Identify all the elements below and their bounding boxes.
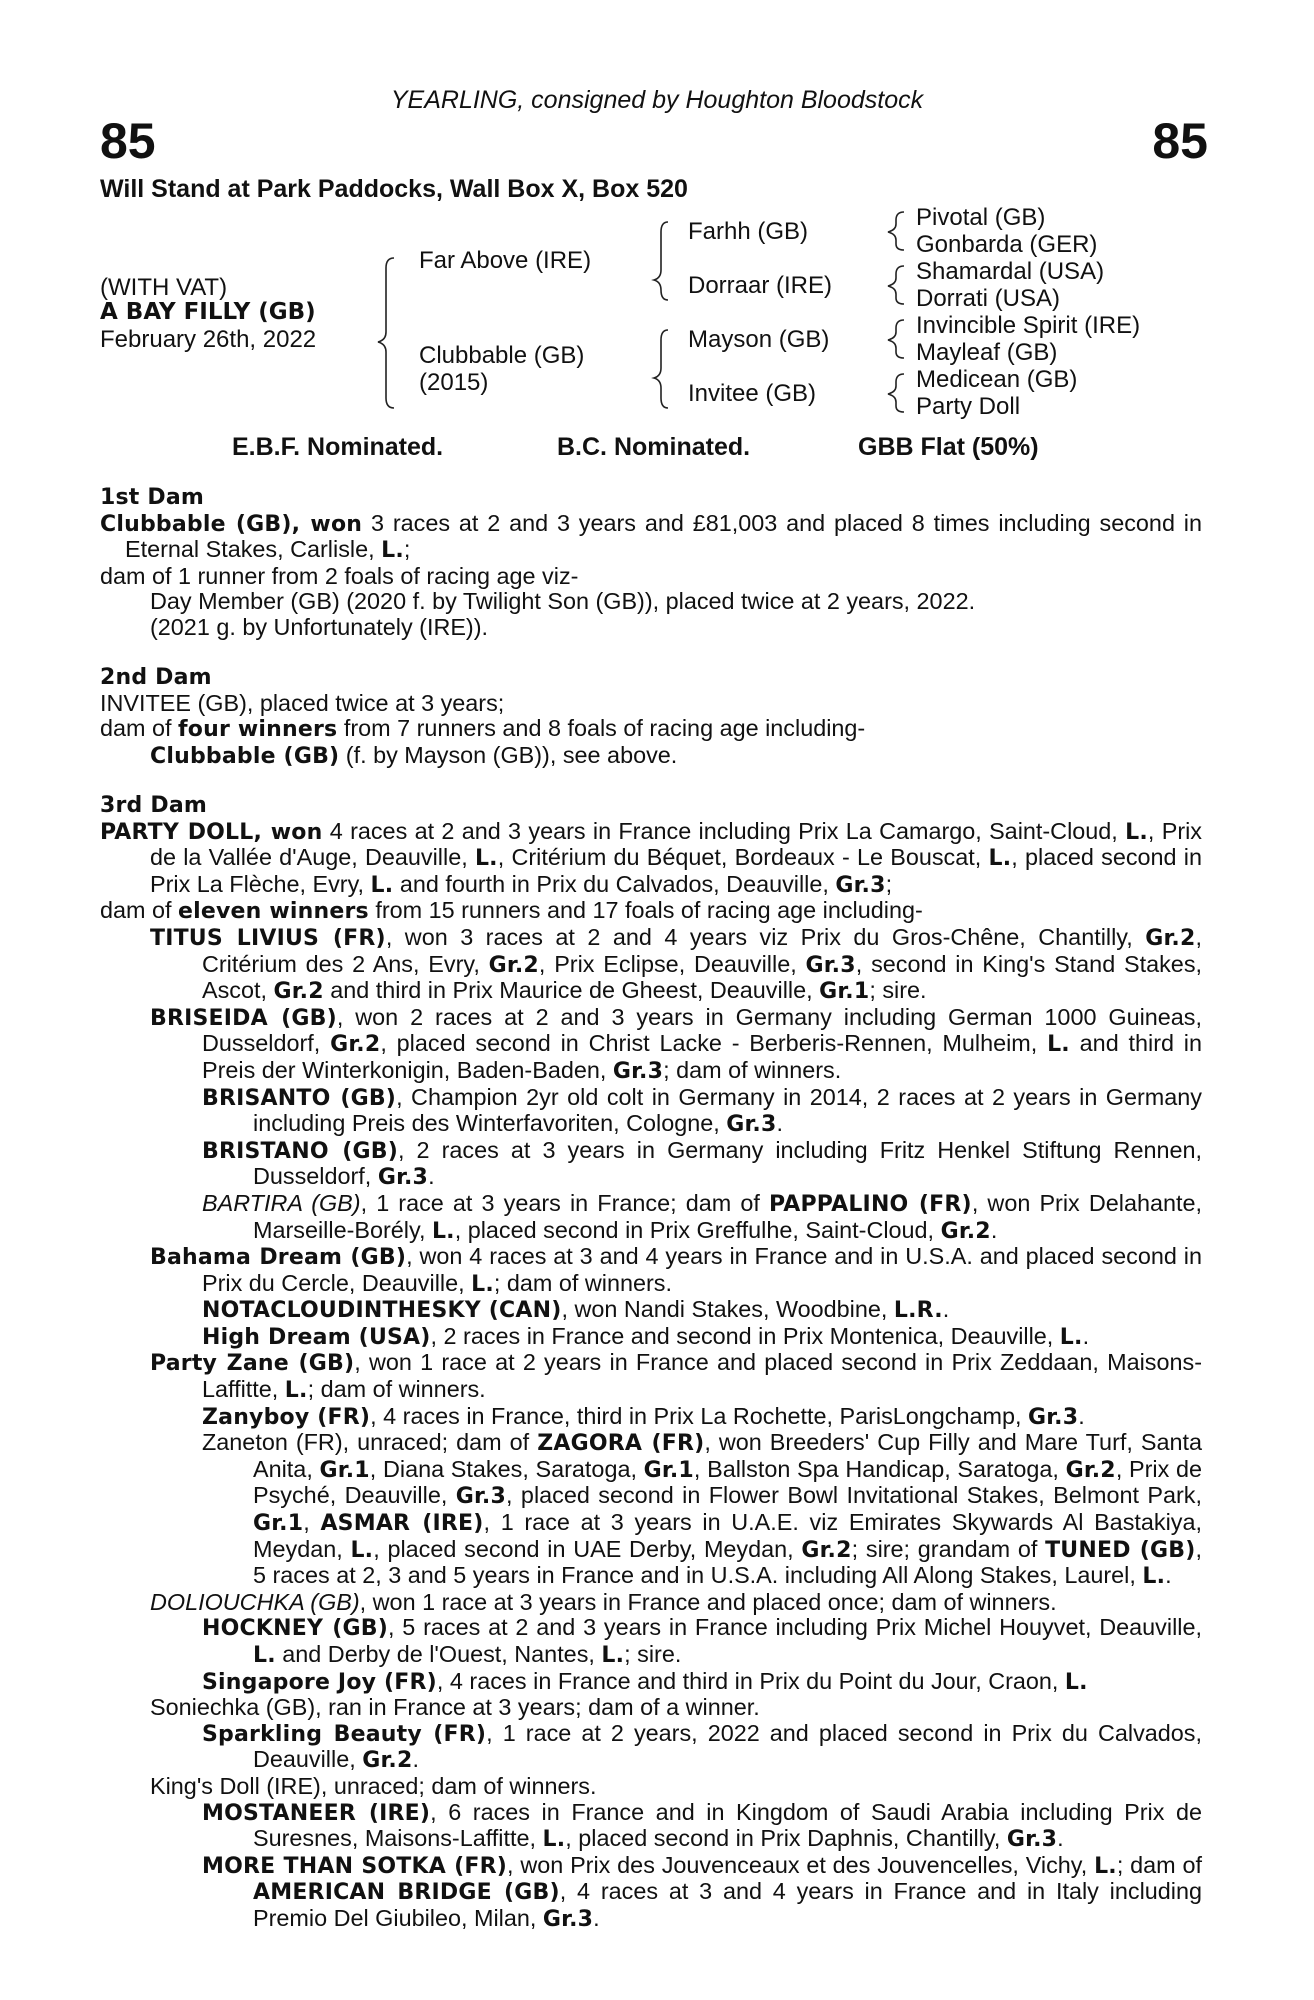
vat-note: (WITH VAT) [100, 274, 228, 301]
party-doll-record: PARTY DOLL, won 4 races at 2 and 3 years in France including Prix La Camargo, Saint-Cloud, L., Prix de la Vallée d'Auge, Deauville, L., Critérium du Béquet, Bordeaux - Le Bouscat, L., placed second in Prix La Flèche, Evry, L. and fourth in Prix du Calvados, Deauville, Gr.3; [100, 817, 1202, 898]
singapore-joy-entry: Singapore Joy (FR), 4 races in France and third in Prix du Point du Jour, Craon, L. [202, 1667, 1088, 1695]
second-dam-heading: 2nd Dam [100, 665, 212, 690]
ebf-nomination: E.B.F. Nominated. [232, 433, 444, 461]
party-zane-entry: Party Zane (GB), won 1 race at 2 years in France and placed second in Prix Zeddaan, Maisons-Laffitte, L.; dam of winners. [150, 1349, 1202, 1404]
consignment-line: YEARLING, consigned by Houghton Bloodstock [390, 86, 924, 114]
first-dam-produce-1: Day Member (GB) (2020 f. by Twilight Son (GB)), placed twice at 2 years, 2022. [150, 588, 976, 615]
bc-nomination: B.C. Nominated. [557, 433, 751, 461]
second-dam-produce-summary: dam of four winners from 7 runners and 8 foals of racing age including- [100, 715, 866, 743]
bartira-entry: BARTIRA (GB), 1 race at 3 years in France; dam of PAPPALINO (FR), won Prix Delahante, Marseille-Borély, L., placed second in Prix Greffulhe, Saint-Cloud, Gr.2. [202, 1189, 1202, 1244]
ancestor-2: Gonbarda (GER) [916, 231, 1098, 258]
hockney-entry: HOCKNEY (GB), 5 races at 2 and 3 years in France including Prix Michel Houyvet, Deauville, L. and Derby de l'Ouest, Nantes, L.; sire. [202, 1614, 1202, 1668]
sparkling-beauty-entry: Sparkling Beauty (FR), 1 race at 2 years, 2022 and placed second in Prix du Calvados, Deauville, Gr.2. [202, 1719, 1202, 1774]
notacloudinthesky-entry: NOTACLOUDINTHESKY (CAN), won Nandi Stakes, Woodbine, L.R.. [202, 1296, 950, 1324]
bahama-dream-entry: Bahama Dream (GB), won 4 races at 3 and 4 years in France and in U.S.A. and placed second in Prix du Cercle, Deauville, L.; dam of winners. [150, 1243, 1202, 1297]
briseida-entry: BRISEIDA (GB), won 2 races at 2 and 3 years in Germany including German 1000 Guineas, Dusseldorf, Gr.2, placed second in Christ Lacke - Berberis-Rennen, Mulheim, L. and third in Preis der Winterkonigin, Baden-Baden, Gr.3; dam of winners. [150, 1003, 1202, 1084]
foaling-date: February 26th, 2022 [100, 326, 317, 353]
sire-dam: Dorraar (IRE) [688, 272, 833, 299]
dam-sire: Mayson (GB) [688, 326, 830, 353]
mostaneer-entry: MOSTANEER (IRE), 6 races in France and in Kingdom of Saudi Arabia including Prix de Suresnes, Maisons-Laffitte, L., placed second in Prix Daphnis, Chantilly, Gr.3. [202, 1798, 1202, 1853]
bristano-entry: BRISTANO (GB), 2 races at 3 years in Germany including Fritz Henkel Stiftung Rennen, Dusseldorf, Gr.3. [202, 1136, 1202, 1191]
brisanto-entry: BRISANTO (GB), Champion 2yr old colt in Germany in 2014, 2 races at 2 years in Germany including Preis des Winterfavoriten, Cologne, Gr.3. [202, 1083, 1202, 1138]
party-doll-produce-summary: dam of eleven winners from 15 runners and 17 foals of racing age including- [100, 897, 923, 925]
doliouchka-entry: DOLIOUCHKA (GB), won 1 race at 3 years in France and placed once; dam of winners. [150, 1588, 1057, 1615]
ancestor-1: Pivotal (GB) [916, 204, 1046, 231]
dam-foaling-year: (2015) [419, 369, 489, 396]
soniechka-entry: Soniechka (GB), ran in France at 3 years; dam of a winner. [150, 1694, 760, 1721]
high-dream-entry: High Dream (USA), 2 races in France and second in Prix Montenica, Deauville, L.. [202, 1322, 1090, 1350]
first-dam-record: Clubbable (GB), won 3 races at 2 and 3 years and £81,003 and placed 8 times including second in Eternal Stakes, Carlisle, L.; [100, 509, 1202, 564]
sire-sire: Farhh (GB) [688, 218, 809, 245]
first-dam-produce-summary: dam of 1 runner from 2 foals of racing age viz- [100, 562, 579, 589]
dam-dam: Invitee (GB) [688, 380, 817, 407]
second-dam-record: INVITEE (GB), placed twice at 3 years; [100, 689, 505, 716]
ancestor-5: Invincible Spirit (IRE) [916, 312, 1141, 339]
lot-number-right: 85 [1152, 113, 1208, 169]
second-dam-produce-1: Clubbable (GB) (f. by Mayson (GB)), see above. [150, 741, 678, 769]
titus-livius-entry: TITUS LIVIUS (FR), won 3 races at 2 and 4 years viz Prix du Gros-Chêne, Chantilly, Gr.2, Critérium des 2 Ans, Evry, Gr.2, Prix Eclipse, Deauville, Gr.3, second in King's Stand Stakes, Ascot, Gr.2 and third in Prix Maurice de Gheest, Deauville, Gr.1; sire. [150, 923, 1203, 1005]
third-dam-heading: 3rd Dam [100, 793, 207, 818]
first-dam-heading: 1st Dam [100, 485, 205, 510]
ancestor-4: Dorrati (USA) [916, 285, 1061, 312]
gbb-flat: GBB Flat (50%) [858, 433, 1039, 461]
dam: Clubbable (GB) [419, 342, 585, 369]
lot-number-left: 85 [100, 113, 156, 169]
second-dam-section [100, 664, 1202, 769]
stand-location: Will Stand at Park Paddocks, Wall Box X, Box 520 [100, 175, 688, 203]
more-than-sotka-entry: MORE THAN SOTKA (FR), won Prix des Jouvenceaux et des Jouvencelles, Vichy, L.; dam of AMERICAN BRIDGE (GB), 4 races at 3 and 4 years in France and in Italy including Premio Del Giubileo, Milan, Gr.3. [202, 1851, 1202, 1932]
third-dam-section [100, 792, 1202, 1933]
first-dam-produce-2: (2021 g. by Unfortunately (IRE)). [150, 613, 489, 640]
pedigree-brackets [0, 0, 1314, 440]
zanyboy-entry: Zanyboy (FR), 4 races in France, third in Prix La Rochette, ParisLongchamp, Gr.3. [202, 1402, 1085, 1430]
sire: Far Above (IRE) [419, 247, 592, 274]
ancestor-7: Medicean (GB) [916, 366, 1078, 393]
zaneton-entry: Zaneton (FR), unraced; dam of ZAGORA (FR), won Breeders' Cup Filly and Mare Turf, Santa Anita, Gr.1, Diana Stakes, Saratoga, Gr.1, Ballston Spa Handicap, Saratoga, Gr.2, Prix de Psyché, Deauville, Gr.3, placed second in Flower Bowl Invitational Stakes, Belmont Park, Gr.1, ASMAR (IRE), 1 race at 3 years in U.A.E. viz Emirates Skywards Al Bastakiya, Meydan, L., placed second in UAE Derby, Meydan, Gr.2; sire; grandam of TUNED (GB), 5 races at 2, 3 and 5 years in France and in U.S.A. including All Along Stakes, Laurel, L.. [202, 1429, 1203, 1590]
horse-name: A BAY FILLY (GB) [100, 299, 316, 325]
kings-doll-entry: King's Doll (IRE), unraced; dam of winners. [150, 1772, 597, 1799]
ancestor-6: Mayleaf (GB) [916, 339, 1058, 366]
first-dam-section [100, 484, 1202, 641]
ancestor-8: Party Doll [916, 393, 1021, 420]
ancestor-3: Shamardal (USA) [916, 258, 1105, 285]
